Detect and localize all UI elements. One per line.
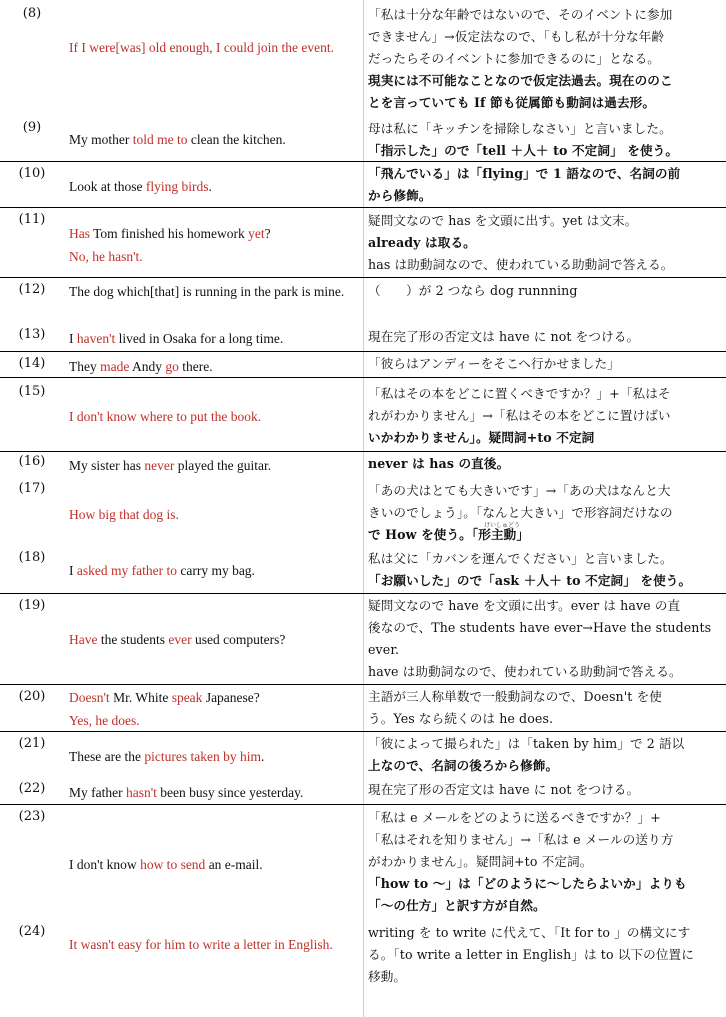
english-answer: If I were[was] old enough, I could join the event. xyxy=(69,40,335,55)
english-answer: The dog which[that] is running in the park is mine. xyxy=(69,284,345,299)
item-number: (24) xyxy=(18,924,46,939)
item-number: (22) xyxy=(18,781,46,796)
japanese-explanation: 主語が三人称単数で一般動詞なので、Doesn't を使 う。Yes なら続くのは he does. xyxy=(368,689,662,726)
column-divider xyxy=(363,0,364,1017)
japanese-explanation: never は has の直後。 xyxy=(368,456,510,471)
english-answer: It wasn't easy for him to write a letter in English. xyxy=(69,937,333,952)
item-number: (9) xyxy=(22,120,42,135)
item-number: (21) xyxy=(18,736,46,751)
japanese-explanation: 母は私に「キッチンを掃除しなさい」と言いました。 「指示した」ので「tell ＋人＋ to 不定詞」 を使う。 xyxy=(368,121,679,158)
japanese-explanation: 疑問文なので has を文頭に出す。yet は文末。 already は取る。 has は助動詞なので、使われている助動詞で答える。 xyxy=(368,213,674,272)
row-15 xyxy=(0,377,726,445)
item-number: (16) xyxy=(18,454,46,469)
english-answer: These are the pictures taken by him. xyxy=(69,749,265,764)
english-answer: Doesn't Mr. White speak Japanese? Yes, he does. xyxy=(69,690,260,728)
japanese-explanation: 私は父に「カバンを運んでください」と言いました。 「お願いした」ので「ask ＋人＋ to 不定詞」 を使う。 xyxy=(368,551,692,588)
ruby-annotation: けいしゅどう xyxy=(484,522,521,529)
item-number: (12) xyxy=(18,282,46,297)
item-number: (19) xyxy=(18,598,46,613)
japanese-explanation: 現在完了形の否定文は have に not をつける。 xyxy=(368,782,640,797)
row-10 xyxy=(0,161,726,203)
item-number: (17) xyxy=(18,481,46,496)
english-answer: My father hasn't been busy since yesterday. xyxy=(69,785,304,800)
japanese-explanation: 「あの犬はとても大きいです」→「あの犬はなんと大 きいのでしょう」。「なんと大きい」で形容詞だけなの で How を使う。「形主動」 xyxy=(368,483,673,542)
english-answer: My mother told me to clean the kitchen. xyxy=(69,132,286,147)
row-11 xyxy=(0,207,726,272)
english-answer: Has Tom finished his homework yet? No, he hasn't. xyxy=(69,226,271,264)
item-number: (13) xyxy=(18,327,46,342)
english-answer: Have the students ever used computers? xyxy=(69,632,286,647)
japanese-explanation: 疑問文なので have を文頭に出す。ever は have の直 後なので、The students have ever→Have the students ever. have は助動詞なので、使われている助動詞で答える。 xyxy=(368,598,712,679)
row-12 xyxy=(0,277,726,299)
japanese-explanation: 現在完了形の否定文は have に not をつける。 xyxy=(368,329,640,344)
japanese-explanation: （ ）が 2 つなら dog runnning xyxy=(368,283,578,298)
row-16 xyxy=(0,451,726,473)
japanese-explanation: 「私は十分な年齢ではないので、そのイベントに参加 できません」→仮定法なので、「もし私が十分な年齢 だったらそのイベントに参加できるのに」となる。 現実には不可能なことなので仮定法過去。現在ののこ とを言っていても If 節も従属節も動詞は過去形。 xyxy=(368,7,673,110)
japanese-explanation: 「私はその本をどこに置くべきですか？」+「私はそ れがわかりません」→「私はその本をどこに置けばい いかわかりません」。疑問詞+to 不定詞 xyxy=(368,386,671,445)
item-number: (10) xyxy=(18,166,46,181)
item-number: (14) xyxy=(18,356,46,371)
japanese-explanation: writing を to write に代えて、「It for to 」の構文にす る。「to write a letter in English」は to 以下の位置に 移動。 xyxy=(368,925,694,984)
item-number: (18) xyxy=(18,550,46,565)
japanese-explanation: 「彼らはアンディーをそこへ行かせました」 xyxy=(368,356,620,371)
english-answer: I haven't lived in Osaka for a long time. xyxy=(69,331,284,346)
item-number: (23) xyxy=(18,809,46,824)
row-20 xyxy=(0,684,726,728)
row-19 xyxy=(0,593,726,679)
english-answer: I don't know how to send an e-mail. xyxy=(69,857,263,872)
item-number: (15) xyxy=(18,384,46,399)
english-answer: They made Andy go there. xyxy=(69,359,213,374)
row-14 xyxy=(0,351,726,374)
item-number: (11) xyxy=(18,212,46,227)
english-answer: How big that dog is. xyxy=(69,507,179,522)
japanese-explanation: 「私は e メールをどのように送るべきですか？」+ 「私はそれを知りません」→「私は e メールの送り方 がわかりません」。疑問詞+to 不定詞。 「how to ～」は「どのように～したらよいか」よりも 「～の仕方」と訳す方が自然。 xyxy=(368,810,687,913)
japanese-explanation: 「飛んでいる」は「flying」で 1 語なので、名詞の前 から修飾。 xyxy=(368,166,681,203)
english-answer: I don't know where to put the book. xyxy=(69,409,262,424)
japanese-explanation: 「彼によって撮られた」は「taken by him」で 2 語以 上なので、名詞の後ろから修飾。 xyxy=(368,736,685,773)
row-21 xyxy=(0,731,726,773)
item-number: (20) xyxy=(18,689,46,704)
item-number: (8) xyxy=(22,6,42,21)
english-answer: My sister has never played the guitar. xyxy=(69,458,272,473)
english-answer: Look at those flying birds. xyxy=(69,179,212,194)
row-23 xyxy=(0,804,726,913)
english-answer: I asked my father to carry my bag. xyxy=(69,563,255,578)
